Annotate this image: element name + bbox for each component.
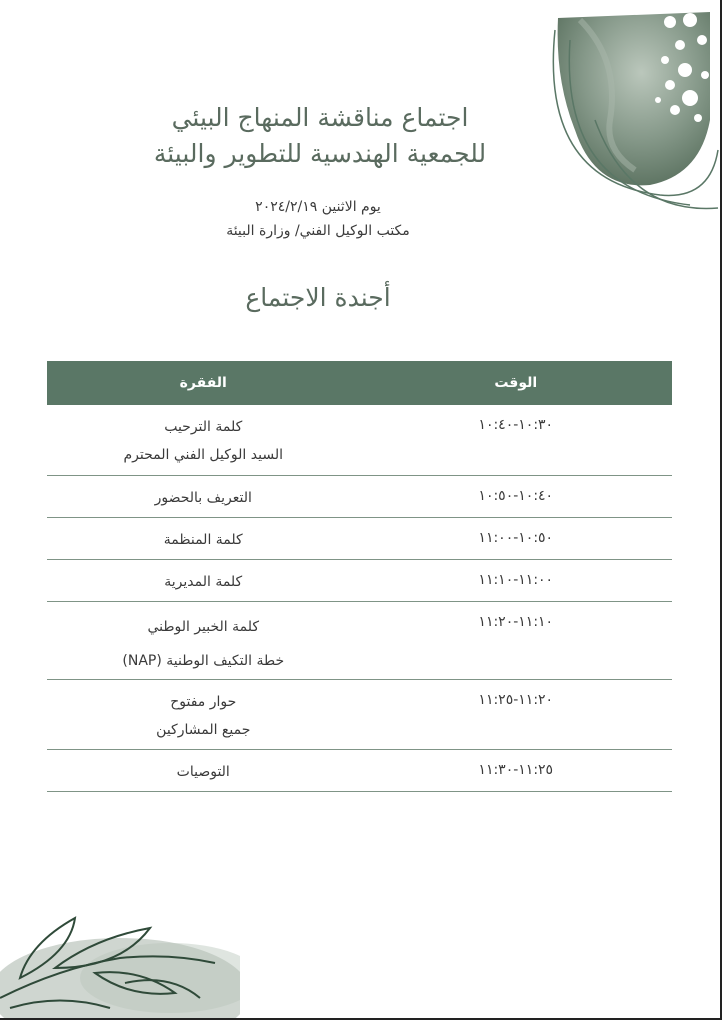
item-line: السيد الوكيل الفني المحترم [123,447,283,463]
table-row [47,475,672,517]
column-header-item: الفقرة [47,361,360,405]
item-cell [47,749,360,791]
table-row [47,405,672,475]
table-row [47,601,672,679]
time-cell [360,405,673,475]
item-cell [47,405,360,475]
time-value: ١٠:٤٠-١٠:٥٠ [478,487,554,504]
item-cell [47,475,360,517]
meeting-location: مكتب الوكيل الفني/ وزارة البيئة [226,223,410,239]
item-line: التوصيات [176,763,230,780]
time-value: ١١:٠٠-١١:١٠ [478,571,554,588]
table-row [47,559,672,601]
item-line: كلمة المنظمة [163,531,243,548]
time-cell [360,679,673,749]
time-value: ١٠:٣٠-١٠:٤٠ [478,417,554,433]
time-value: ١٠:٥٠-١١:٠٠ [478,529,554,546]
agenda-header-row [47,361,672,405]
meeting-date: يوم الاثنين ٢٠٢٤/٢/١٩ [255,199,381,215]
time-value: ١١:٢٠-١١:٢٥ [478,691,554,708]
time-cell [360,749,673,791]
decorative-leaves [0,898,240,1018]
time-value: ١١:٢٥-١١:٣٠ [478,761,554,778]
document-title [0,100,640,172]
item-cell [47,601,360,679]
item-line: حوار مفتوح [170,693,237,710]
item-cell [47,517,360,559]
time-cell [360,601,673,679]
item-line: كلمة الترحيب [164,419,243,435]
item-cell [47,559,360,601]
item-cell [47,679,360,749]
table-row [47,679,672,749]
meeting-meta [0,195,636,243]
table-row [47,749,672,791]
title-line-2: للجمعية الهندسية للتطوير والبيئة [153,139,487,168]
item-line: خطة التكيف الوطنية (NAP) [122,652,285,669]
time-cell [360,517,673,559]
agenda-table [47,361,672,792]
item-line: كلمة المديرية [164,573,243,590]
title-line-1: اجتماع مناقشة المنهاج البيئي [171,103,469,132]
item-line: التعريف بالحضور [154,489,252,506]
item-line: كلمة الخبير الوطني [147,618,260,635]
column-header-time: الوقت [360,361,673,405]
item-line: جميع المشاركين [156,721,251,738]
time-cell [360,475,673,517]
table-row [47,517,672,559]
agenda-heading: أجندة الاجتماع [245,283,391,312]
time-cell [360,559,673,601]
time-value: ١١:١٠-١١:٢٠ [478,613,554,630]
